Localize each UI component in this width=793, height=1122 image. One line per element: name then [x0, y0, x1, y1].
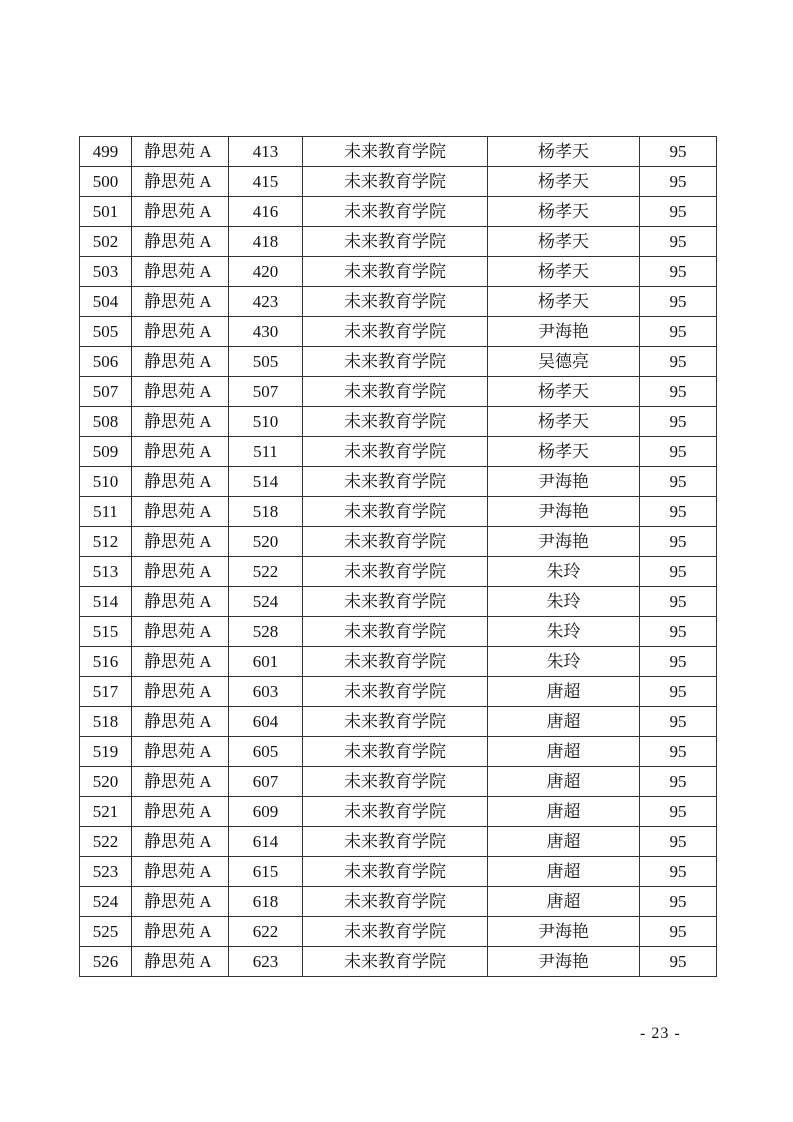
building-cell: 静思苑 A	[132, 677, 229, 707]
score-cell: 95	[640, 527, 717, 557]
row-number-cell: 504	[80, 287, 132, 317]
row-number-cell: 501	[80, 197, 132, 227]
building-cell: 静思苑 A	[132, 437, 229, 467]
room-cell: 524	[229, 587, 303, 617]
row-number-cell: 526	[80, 947, 132, 977]
table-row	[80, 137, 717, 167]
table-body	[80, 137, 717, 977]
counselor-cell: 唐超	[488, 827, 640, 857]
table-row	[80, 557, 717, 587]
counselor-cell: 尹海艳	[488, 917, 640, 947]
room-cell: 604	[229, 707, 303, 737]
room-cell: 420	[229, 257, 303, 287]
table-row	[80, 797, 717, 827]
counselor-cell: 尹海艳	[488, 317, 640, 347]
row-number-cell: 525	[80, 917, 132, 947]
building-cell: 静思苑 A	[132, 197, 229, 227]
room-cell: 528	[229, 617, 303, 647]
building-cell: 静思苑 A	[132, 527, 229, 557]
building-cell: 静思苑 A	[132, 257, 229, 287]
counselor-cell: 杨孝天	[488, 377, 640, 407]
room-cell: 518	[229, 497, 303, 527]
room-cell: 423	[229, 287, 303, 317]
college-cell: 未来教育学院	[303, 887, 488, 917]
college-cell: 未来教育学院	[303, 407, 488, 437]
table-row	[80, 317, 717, 347]
building-cell: 静思苑 A	[132, 947, 229, 977]
counselor-cell: 杨孝天	[488, 287, 640, 317]
table-row	[80, 527, 717, 557]
building-cell: 静思苑 A	[132, 377, 229, 407]
table-row	[80, 377, 717, 407]
score-cell: 95	[640, 197, 717, 227]
counselor-cell: 吴德亮	[488, 347, 640, 377]
row-number-cell: 507	[80, 377, 132, 407]
row-number-cell: 523	[80, 857, 132, 887]
table-row	[80, 437, 717, 467]
score-cell: 95	[640, 947, 717, 977]
row-number-cell: 505	[80, 317, 132, 347]
score-cell: 95	[640, 167, 717, 197]
building-cell: 静思苑 A	[132, 827, 229, 857]
row-number-cell: 500	[80, 167, 132, 197]
counselor-cell: 朱玲	[488, 557, 640, 587]
score-cell: 95	[640, 737, 717, 767]
counselor-cell: 唐超	[488, 887, 640, 917]
room-cell: 416	[229, 197, 303, 227]
building-cell: 静思苑 A	[132, 797, 229, 827]
counselor-cell: 朱玲	[488, 647, 640, 677]
college-cell: 未来教育学院	[303, 137, 488, 167]
score-cell: 95	[640, 647, 717, 677]
building-cell: 静思苑 A	[132, 557, 229, 587]
score-cell: 95	[640, 767, 717, 797]
row-number-cell: 520	[80, 767, 132, 797]
room-cell: 614	[229, 827, 303, 857]
row-number-cell: 499	[80, 137, 132, 167]
college-cell: 未来教育学院	[303, 707, 488, 737]
row-number-cell: 508	[80, 407, 132, 437]
college-cell: 未来教育学院	[303, 257, 488, 287]
table-row	[80, 677, 717, 707]
college-cell: 未来教育学院	[303, 857, 488, 887]
room-cell: 511	[229, 437, 303, 467]
room-cell: 415	[229, 167, 303, 197]
room-cell: 430	[229, 317, 303, 347]
counselor-cell: 唐超	[488, 737, 640, 767]
score-cell: 95	[640, 497, 717, 527]
row-number-cell: 519	[80, 737, 132, 767]
college-cell: 未来教育学院	[303, 587, 488, 617]
room-cell: 618	[229, 887, 303, 917]
college-cell: 未来教育学院	[303, 287, 488, 317]
table-row	[80, 827, 717, 857]
counselor-cell: 朱玲	[488, 587, 640, 617]
building-cell: 静思苑 A	[132, 587, 229, 617]
table-row	[80, 197, 717, 227]
building-cell: 静思苑 A	[132, 317, 229, 347]
building-cell: 静思苑 A	[132, 167, 229, 197]
table-row	[80, 737, 717, 767]
table-row	[80, 497, 717, 527]
college-cell: 未来教育学院	[303, 437, 488, 467]
college-cell: 未来教育学院	[303, 947, 488, 977]
counselor-cell: 杨孝天	[488, 137, 640, 167]
row-number-cell: 514	[80, 587, 132, 617]
college-cell: 未来教育学院	[303, 347, 488, 377]
room-cell: 603	[229, 677, 303, 707]
score-cell: 95	[640, 407, 717, 437]
row-number-cell: 512	[80, 527, 132, 557]
table-row	[80, 347, 717, 377]
college-cell: 未来教育学院	[303, 497, 488, 527]
room-cell: 505	[229, 347, 303, 377]
building-cell: 静思苑 A	[132, 707, 229, 737]
table-row	[80, 887, 717, 917]
college-cell: 未来教育学院	[303, 827, 488, 857]
table-row	[80, 227, 717, 257]
building-cell: 静思苑 A	[132, 767, 229, 797]
building-cell: 静思苑 A	[132, 887, 229, 917]
table-row	[80, 587, 717, 617]
room-cell: 522	[229, 557, 303, 587]
counselor-cell: 尹海艳	[488, 947, 640, 977]
room-cell: 607	[229, 767, 303, 797]
score-cell: 95	[640, 797, 717, 827]
college-cell: 未来教育学院	[303, 557, 488, 587]
counselor-cell: 唐超	[488, 857, 640, 887]
table-row	[80, 767, 717, 797]
building-cell: 静思苑 A	[132, 857, 229, 887]
row-number-cell: 517	[80, 677, 132, 707]
score-cell: 95	[640, 707, 717, 737]
college-cell: 未来教育学院	[303, 737, 488, 767]
building-cell: 静思苑 A	[132, 497, 229, 527]
table-row	[80, 617, 717, 647]
score-cell: 95	[640, 227, 717, 257]
college-cell: 未来教育学院	[303, 917, 488, 947]
table-row	[80, 407, 717, 437]
table-row	[80, 287, 717, 317]
room-cell: 507	[229, 377, 303, 407]
room-cell: 510	[229, 407, 303, 437]
building-cell: 静思苑 A	[132, 287, 229, 317]
room-cell: 605	[229, 737, 303, 767]
row-number-cell: 521	[80, 797, 132, 827]
counselor-cell: 杨孝天	[488, 197, 640, 227]
score-cell: 95	[640, 917, 717, 947]
college-cell: 未来教育学院	[303, 467, 488, 497]
row-number-cell: 516	[80, 647, 132, 677]
table-row	[80, 257, 717, 287]
table-row	[80, 467, 717, 497]
row-number-cell: 503	[80, 257, 132, 287]
building-cell: 静思苑 A	[132, 617, 229, 647]
score-cell: 95	[640, 467, 717, 497]
row-number-cell: 513	[80, 557, 132, 587]
room-cell: 609	[229, 797, 303, 827]
table-row	[80, 857, 717, 887]
score-cell: 95	[640, 137, 717, 167]
building-cell: 静思苑 A	[132, 137, 229, 167]
score-cell: 95	[640, 437, 717, 467]
counselor-cell: 尹海艳	[488, 497, 640, 527]
table-row	[80, 917, 717, 947]
score-cell: 95	[640, 257, 717, 287]
page-number: - 23 -	[640, 1025, 681, 1042]
counselor-cell: 唐超	[488, 677, 640, 707]
building-cell: 静思苑 A	[132, 407, 229, 437]
score-cell: 95	[640, 557, 717, 587]
score-cell: 95	[640, 347, 717, 377]
counselor-cell: 杨孝天	[488, 257, 640, 287]
counselor-cell: 杨孝天	[488, 437, 640, 467]
college-cell: 未来教育学院	[303, 197, 488, 227]
room-cell: 622	[229, 917, 303, 947]
row-number-cell: 524	[80, 887, 132, 917]
counselor-cell: 朱玲	[488, 617, 640, 647]
score-cell: 95	[640, 377, 717, 407]
row-number-cell: 511	[80, 497, 132, 527]
building-cell: 静思苑 A	[132, 227, 229, 257]
counselor-cell: 唐超	[488, 767, 640, 797]
college-cell: 未来教育学院	[303, 527, 488, 557]
college-cell: 未来教育学院	[303, 617, 488, 647]
building-cell: 静思苑 A	[132, 647, 229, 677]
college-cell: 未来教育学院	[303, 797, 488, 827]
building-cell: 静思苑 A	[132, 917, 229, 947]
row-number-cell: 518	[80, 707, 132, 737]
room-cell: 514	[229, 467, 303, 497]
table-row	[80, 647, 717, 677]
score-cell: 95	[640, 857, 717, 887]
counselor-cell: 杨孝天	[488, 167, 640, 197]
score-cell: 95	[640, 317, 717, 347]
college-cell: 未来教育学院	[303, 677, 488, 707]
building-cell: 静思苑 A	[132, 347, 229, 377]
room-cell: 413	[229, 137, 303, 167]
room-cell: 418	[229, 227, 303, 257]
row-number-cell: 510	[80, 467, 132, 497]
table-row	[80, 167, 717, 197]
room-cell: 520	[229, 527, 303, 557]
college-cell: 未来教育学院	[303, 377, 488, 407]
counselor-cell: 唐超	[488, 797, 640, 827]
row-number-cell: 522	[80, 827, 132, 857]
counselor-cell: 杨孝天	[488, 227, 640, 257]
college-cell: 未来教育学院	[303, 767, 488, 797]
score-cell: 95	[640, 287, 717, 317]
score-cell: 95	[640, 827, 717, 857]
score-cell: 95	[640, 587, 717, 617]
dormitory-score-table	[79, 136, 717, 977]
counselor-cell: 杨孝天	[488, 407, 640, 437]
score-cell: 95	[640, 887, 717, 917]
college-cell: 未来教育学院	[303, 317, 488, 347]
table-row	[80, 707, 717, 737]
row-number-cell: 506	[80, 347, 132, 377]
college-cell: 未来教育学院	[303, 167, 488, 197]
row-number-cell: 502	[80, 227, 132, 257]
building-cell: 静思苑 A	[132, 737, 229, 767]
counselor-cell: 尹海艳	[488, 467, 640, 497]
building-cell: 静思苑 A	[132, 467, 229, 497]
college-cell: 未来教育学院	[303, 647, 488, 677]
room-cell: 615	[229, 857, 303, 887]
counselor-cell: 唐超	[488, 707, 640, 737]
score-cell: 95	[640, 677, 717, 707]
score-cell: 95	[640, 617, 717, 647]
room-cell: 601	[229, 647, 303, 677]
college-cell: 未来教育学院	[303, 227, 488, 257]
room-cell: 623	[229, 947, 303, 977]
table-row	[80, 947, 717, 977]
row-number-cell: 509	[80, 437, 132, 467]
counselor-cell: 尹海艳	[488, 527, 640, 557]
row-number-cell: 515	[80, 617, 132, 647]
